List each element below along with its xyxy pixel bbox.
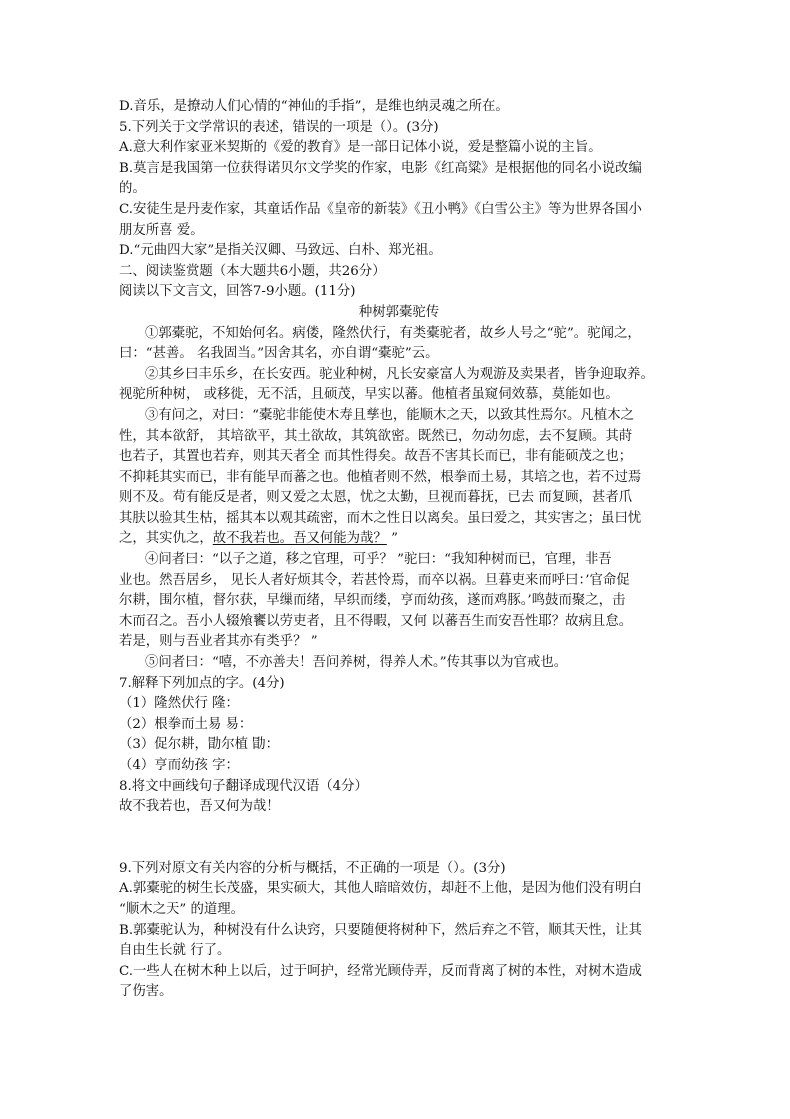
essay-paragraph-4 — [119, 550, 679, 653]
text-line: （4）亨而幼孩 字： — [119, 758, 239, 773]
text-line: ①郭橐驼，不知始何名。病偻，隆然伏行，有类橐驼者，故乡人号之“驼”。驼闻之， — [145, 325, 641, 341]
text-line: ③有问之，对曰：“橐驼非能使木寿且孳也，能顺木之天，以致其性焉尔。凡植木之 — [145, 407, 634, 423]
text-line: 性，其本欲舒， 其培欲平，其土欲故，其筑欲密。既然已，勿动勿虑，去不复顾。其莳 — [119, 428, 633, 444]
text-line: （2）根拳而土易 易： — [119, 716, 253, 732]
text-line: D.音乐，是撩动人们心情的“神仙的手指”，是维也纳灵魂之所在。 — [119, 99, 509, 114]
text-line: 则不及。苟有能反是者，则又爱之太恩，忧之太勤，旦视而暮抚，已去 而复顾，甚者爪 — [119, 490, 633, 506]
text-line: 业也。然吾居乡， 见长人者好烦其令，若甚怜焉，而卒以祸。旦暮吏来而呼曰：’官命促 — [119, 572, 630, 588]
text-line: A.意大利作家亚米契斯的《爱的教育》是一部日记体小说，爱是整篇小说的主旨。 — [119, 140, 602, 156]
section-heading: 二、阅读鉴赏题（本大题共6小题，共26分） — [119, 263, 386, 279]
text-line: 阅读以下文言文，回答7-9小题。(11分) — [119, 284, 356, 300]
text-line: 不抑耗其实而已，非有能早而蕃之也。他植者则不然，根拳而土易，其培之也，若不过焉 — [119, 469, 642, 485]
text-line — [119, 529, 679, 550]
underlined-sentence: 故不我若也。吾又何能为哉？ — [212, 531, 387, 547]
text-line: A.郭橐驼的树生长茂盛，果实硕大，其他人暗暗效仿，却赶不上他，是因为他们没有明白 — [119, 881, 642, 897]
essay-title: 种树郭橐驼传 — [358, 304, 440, 320]
text-line: 自由生长就 行了。 — [119, 943, 231, 959]
text-line: ④问者曰：“以子之道，移之官理，可乎？ ”驼曰：“我知种树而已，官理，非吾 — [145, 552, 612, 568]
essay-paragraph-2 — [119, 365, 679, 406]
text-line: 5.下列关于文学常识的表述，错误的一项是（）。(3分) — [119, 119, 439, 135]
questions-block-b — [119, 674, 679, 818]
text-line: D.“元曲四大家”是指关汉卿、马致远、白朴、郑光祖。 — [119, 243, 442, 259]
exam-page — [119, 97, 679, 1003]
text-line: 若是，则与吾业者其亦有类乎？ ” — [119, 634, 318, 650]
text-line: 也若子，其置也若弃，则其天者全 而其性得矣。故吾不害其长而已，非有能硕茂之也； — [119, 449, 633, 465]
text-segment: ” — [386, 531, 398, 547]
questions-block-a — [119, 97, 679, 303]
text-line: 8.将文中画线句子翻译成现代汉语（4分） — [119, 778, 368, 794]
text-line: 尔耕，围尔植，督尔获，早缫而绪，早织而缕，亨而幼孩，遂而鸡豚。’鸣鼓而聚之，击 — [119, 593, 626, 609]
essay-paragraph-3 — [119, 406, 679, 550]
text-segment: 之，其实仇之， — [119, 531, 213, 547]
text-line: 其肤以验其生枯，摇其本以观其疏密，而木之性日以离矣。虽曰爱之，其实害之；虽曰忧 — [119, 510, 642, 526]
text-line: 朋友所喜 爱。 — [119, 222, 204, 238]
text-line: 9.下列对原文有关内容的分析与概括，不正确的一项是（）。(3分) — [119, 860, 506, 876]
text-line: 视驼所种树， 或移徙，无不活，且硕茂，早实以蕃。他植者虽窥伺效慕，莫能如也。 — [119, 387, 619, 403]
text-line: “顺木之天” 的道理。 — [119, 901, 245, 917]
blank-answer-space — [119, 818, 679, 859]
text-line: 曰：“甚善。 名我固当。”因舍其名，亦自谓“橐驼”云。 — [119, 346, 439, 362]
text-line: C.安徒生是丹麦作家，其童话作品《皇帝的新装》《丑小鸭》《白雪公主》等为世界各国小 — [119, 201, 642, 217]
text-line: C.一些人在树木种上以后，过于呵护，经常光顾侍弄，反而背离了树的本性，对树木造成 — [119, 963, 642, 979]
text-line: （1）隆然伏行 隆： — [119, 696, 239, 712]
text-line: B.莫言是我国第一位获得诺贝尔文学奖的作家，电影《红高粱》是根据他的同名小说改编 — [119, 160, 642, 176]
text-line: 木而召之。吾小人辍飧饔以劳吏者，且不得暇，又何 以蕃吾生而安吾性耶？故病且怠。 — [119, 613, 633, 629]
text-line: 的。 — [119, 181, 146, 197]
questions-block-c — [119, 859, 679, 1003]
text-line: 7.解释下列加点的字。(4分) — [119, 675, 285, 691]
text-line: ⑤问者曰：“嘻，不亦善夫！吾问养树，得养人术。”传其事以为官戒也。 — [145, 655, 568, 671]
text-line: 故不我若也，吾又何为哉！ — [119, 799, 280, 815]
text-line: B.郭橐驼认为，种树没有什么诀窍，只要随便将树种下，然后弃之不管，顺其天性，让其 — [119, 922, 642, 938]
text-line: ②其乡曰丰乐乡，在长安西。驼业种树，凡长安豪富人为观游及卖果者，皆争迎取养。 — [145, 366, 654, 382]
essay-paragraph-1 — [119, 324, 679, 365]
text-line: 了伤害。 — [119, 984, 173, 1000]
essay-paragraph-5 — [119, 653, 679, 674]
text-line: （3）促尔耕，勖尔植 勖： — [119, 737, 280, 753]
